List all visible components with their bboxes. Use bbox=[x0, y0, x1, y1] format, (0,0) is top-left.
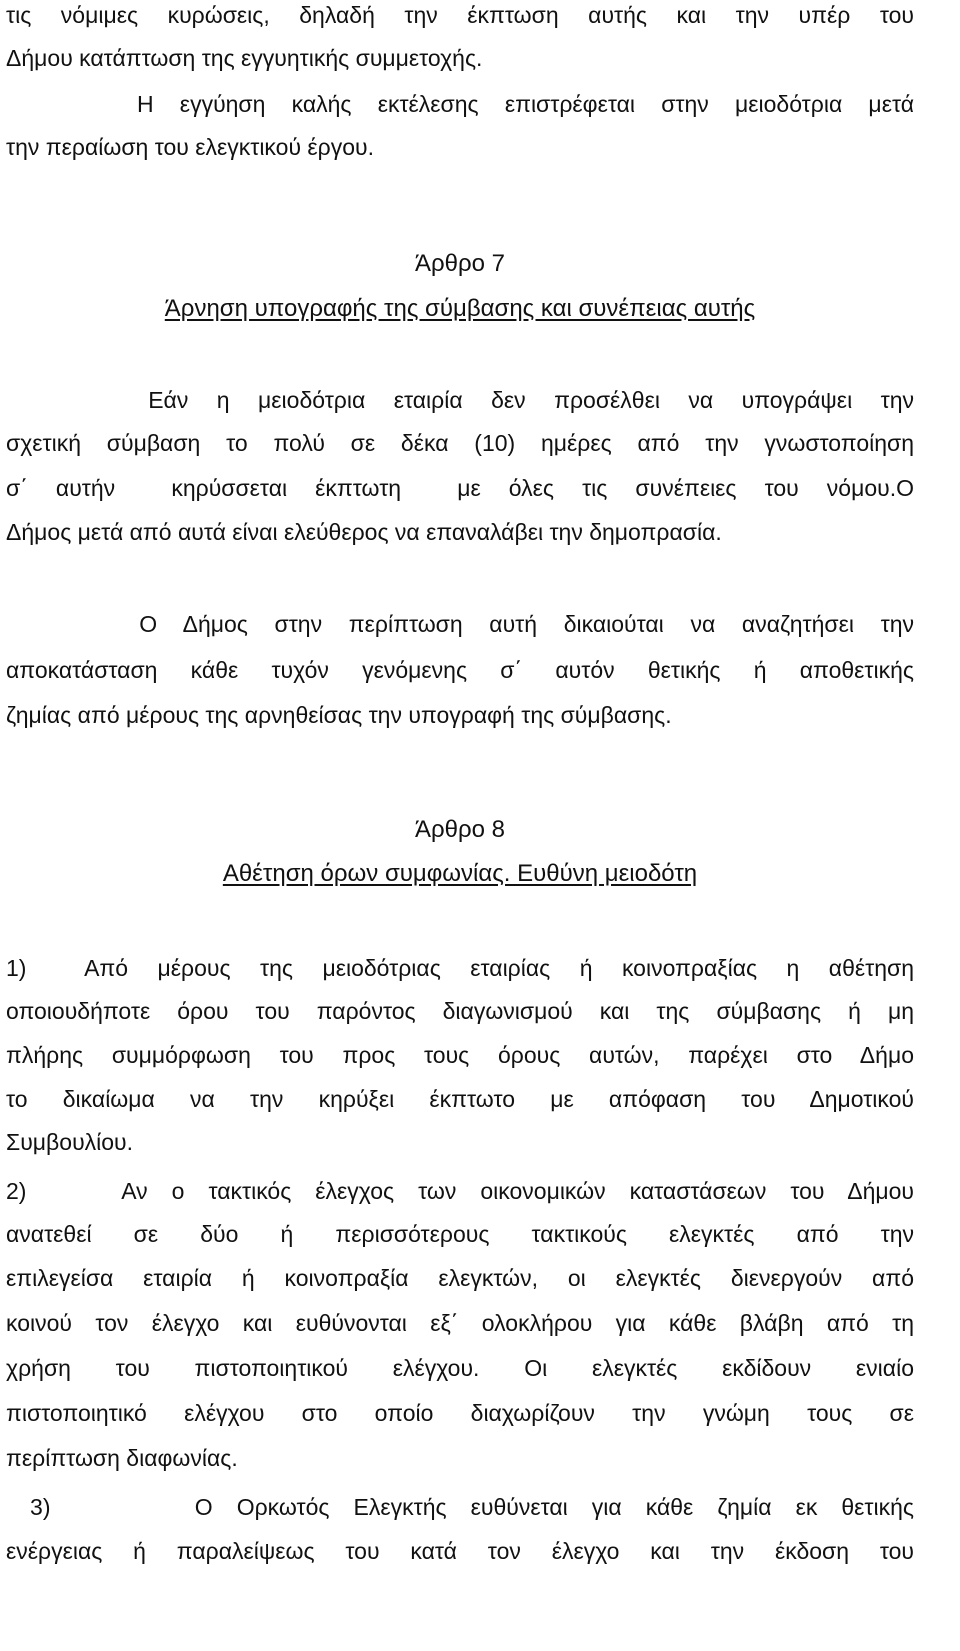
body-text-line: Η εγγύηση καλής εκτέλεσης επιστρέφεται στην μειοδότρια μετά bbox=[6, 91, 914, 117]
article-8-item-3-line: 3) Ο Ορκωτός Ελεγκτής ευθύνεται για κάθε ζημία εκ θετικής bbox=[6, 1494, 914, 1520]
article-7-paragraph-1-line: σχετική σύμβαση το πολύ σε δέκα (10) ημέρες από την γνωστοποίηση bbox=[6, 430, 914, 456]
article-8-item-1-line: το δικαίωμα να την κηρύξει έκπτωτο με απόφαση του Δημοτικού bbox=[6, 1086, 914, 1112]
article-7-paragraph-2-line: Ο Δήμος στην περίπτωση αυτή δικαιούται να αναζητήσει την bbox=[6, 611, 914, 637]
article-8-item-1-line: 1) Από μέρους της μειοδότριας εταιρίας ή κοινοπραξίας η αθέτηση bbox=[6, 955, 914, 981]
article-8-item-1-line: Συμβουλίου. bbox=[6, 1129, 134, 1155]
article-8-subheading: Αθέτηση όρων συμφωνίας. Ευθύνη μειοδότη bbox=[222, 860, 698, 887]
article-8-item-1-line: πλήρης συμμόρφωση του προς τους όρους αυτών, παρέχει στο Δήμο bbox=[6, 1042, 914, 1068]
article-7-subheading: Άρνηση υπογραφής της σύμβασης και συνέπειας αυτής bbox=[164, 295, 756, 322]
body-text-line: την περαίωση του ελεγκτικού έργου. bbox=[6, 134, 375, 160]
body-text-line: τις νόμιμες κυρώσεις, δηλαδή την έκπτωση αυτής και την υπέρ του bbox=[6, 2, 914, 28]
article-8-item-2-line: πιστοποιητικό ελέγχου στο οποίο διαχωρίζουν την γνώμη τους σε bbox=[6, 1400, 914, 1426]
article-8-item-2-line: επιλεγείσα εταιρία ή κοινοπραξία ελεγκτών, οι ελεγκτές διενεργούν από bbox=[6, 1265, 914, 1291]
article-8-item-2-line: ανατεθεί σε δύο ή περισσότερους τακτικούς ελεγκτές από την bbox=[6, 1221, 914, 1247]
article-7-paragraph-1-line: Εάν η μειοδότρια εταιρία δεν προσέλθει να υπογράψει την bbox=[6, 387, 914, 413]
article-8-item-2-line: χρήση του πιστοποιητικού ελέγχου. Οι ελεγκτές εκδίδουν ενιαίο bbox=[6, 1355, 914, 1381]
article-8-item-2-line: περίπτωση διαφωνίας. bbox=[6, 1445, 238, 1471]
article-7-heading: Άρθρο 7 bbox=[414, 250, 506, 277]
article-8-item-3-line: ενέργειας ή παραλείψεως του κατά τον έλεγχο και την έκδοση του bbox=[6, 1538, 914, 1564]
body-text-line: Δήμου κατάπτωση της εγγυητικής συμμετοχής. bbox=[6, 45, 483, 71]
article-8-item-2-line: κοινού τον έλεγχο και ευθύνονται εξ΄ ολοκλήρου για κάθε βλάβη από τη bbox=[6, 1310, 914, 1336]
article-8-item-1-line: οποιουδήποτε όρου του παρόντος διαγωνισμού και της σύμβασης ή μη bbox=[6, 998, 914, 1024]
article-8-heading: Άρθρο 8 bbox=[414, 816, 506, 843]
article-7-paragraph-1-line: Δήμος μετά από αυτά είναι ελεύθερος να επαναλάβει την δημοπρασία. bbox=[6, 519, 722, 545]
article-7-paragraph-1-line: σ΄ αυτήν κηρύσσεται έκπτωτη με όλες τις συνέπειες του νόμου.Ο bbox=[6, 475, 914, 501]
article-7-paragraph-2-line: ζημίας από μέρους της αρνηθείσας την υπογραφή της σύμβασης. bbox=[6, 702, 672, 728]
article-7-paragraph-2-line: αποκατάσταση κάθε τυχόν γενόμενης σ΄ αυτόν θετικής ή αποθετικής bbox=[6, 657, 914, 683]
article-8-item-2-line: 2) Αν ο τακτικός έλεγχος των οικονομικών καταστάσεων του Δήμου bbox=[6, 1178, 914, 1204]
